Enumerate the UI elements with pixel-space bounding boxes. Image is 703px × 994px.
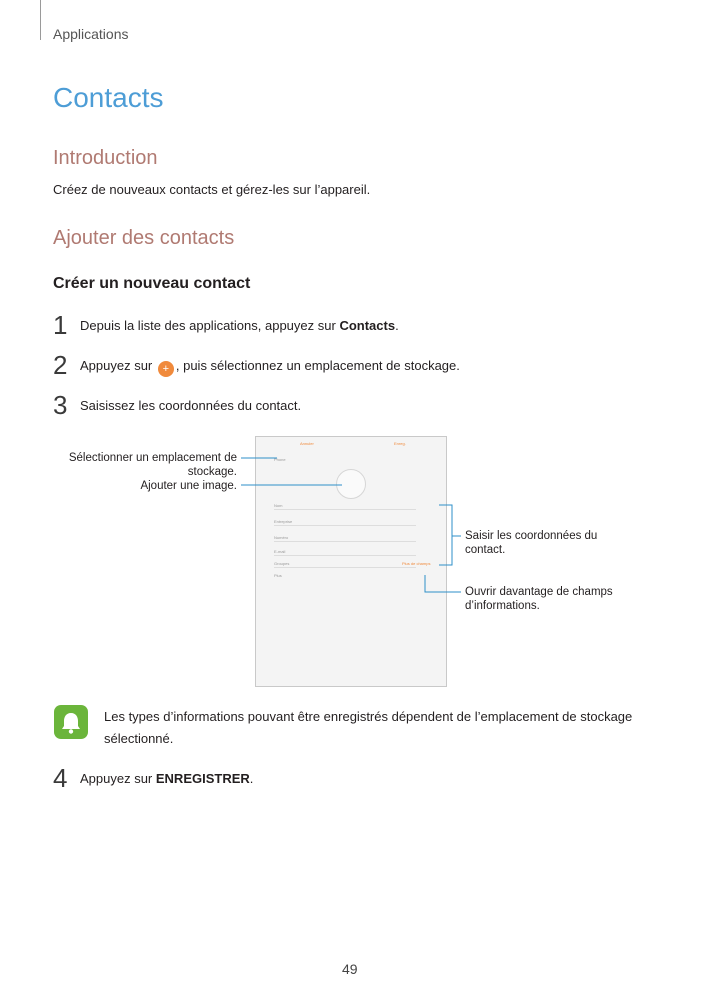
step-3-number: 3 xyxy=(53,390,68,420)
step-4-text xyxy=(80,771,253,786)
callout-bracket-details xyxy=(439,505,452,565)
add-subheading: Créer un nouveau contact xyxy=(53,275,251,292)
step-2-number: 2 xyxy=(53,350,68,380)
screenshot-field-company: Entreprise xyxy=(274,519,293,524)
save-button-label: ENREGISTRER xyxy=(155,771,250,786)
screenshot-field-name: Nom xyxy=(274,503,283,508)
step-1-pre: Depuis la liste des applications, appuyez sur xyxy=(80,318,340,333)
note-text: Les types d’informations pouvant être enregistrés dépendent de l’emplacement de stockage sélectionné. xyxy=(104,709,633,746)
step-1-number: 1 xyxy=(53,310,68,340)
screenshot-field-more: Plus xyxy=(274,573,282,578)
page-title: Contacts xyxy=(53,82,164,113)
step-3-text: Saisissez les coordonnées du contact. xyxy=(80,398,302,413)
screenshot-field-groups: Groupes xyxy=(274,561,290,566)
add-contact-icon: + xyxy=(158,361,174,377)
section-header: Applications xyxy=(53,26,129,42)
callout-more: Ouvrir davantage de champs d’informations. xyxy=(465,586,613,612)
screenshot-field-phone: Numéro xyxy=(274,535,289,540)
step-4-post: . xyxy=(249,771,254,786)
step-4-number: 4 xyxy=(53,763,68,793)
page-number: 49 xyxy=(342,961,358,977)
callout-image: Ajouter une image. xyxy=(140,480,237,492)
bell-icon xyxy=(54,705,88,739)
screenshot-field-email: E-mail xyxy=(274,549,286,554)
callout-line-more xyxy=(425,575,461,592)
intro-heading: Introduction xyxy=(53,147,158,169)
bell-icon-glyph xyxy=(54,705,88,739)
callout-details: Saisir les coordonnées du contact. xyxy=(465,530,598,556)
add-heading: Ajouter des contacts xyxy=(53,227,235,249)
intro-text: Créez de nouveaux contacts et gérez-les sur l’appareil. xyxy=(53,182,371,197)
callout-storage: Sélectionner un emplacement de stockage. xyxy=(68,452,237,478)
step-4-pre: Appuyez sur xyxy=(80,771,156,786)
step-2-pre: Appuyez sur xyxy=(80,358,156,373)
screenshot-cancel-button: Annuler xyxy=(300,441,314,446)
screenshot-more-fields: Plus de champs xyxy=(402,561,431,566)
screenshot-storage-selector: Phone xyxy=(274,457,286,462)
screenshot-save-button: Enreg. xyxy=(394,441,406,446)
step-1-post: . xyxy=(395,318,399,333)
contacts-app-label: Contacts xyxy=(339,318,396,333)
step-2-post: , puis sélectionnez un emplacement de stockage. xyxy=(175,358,460,373)
